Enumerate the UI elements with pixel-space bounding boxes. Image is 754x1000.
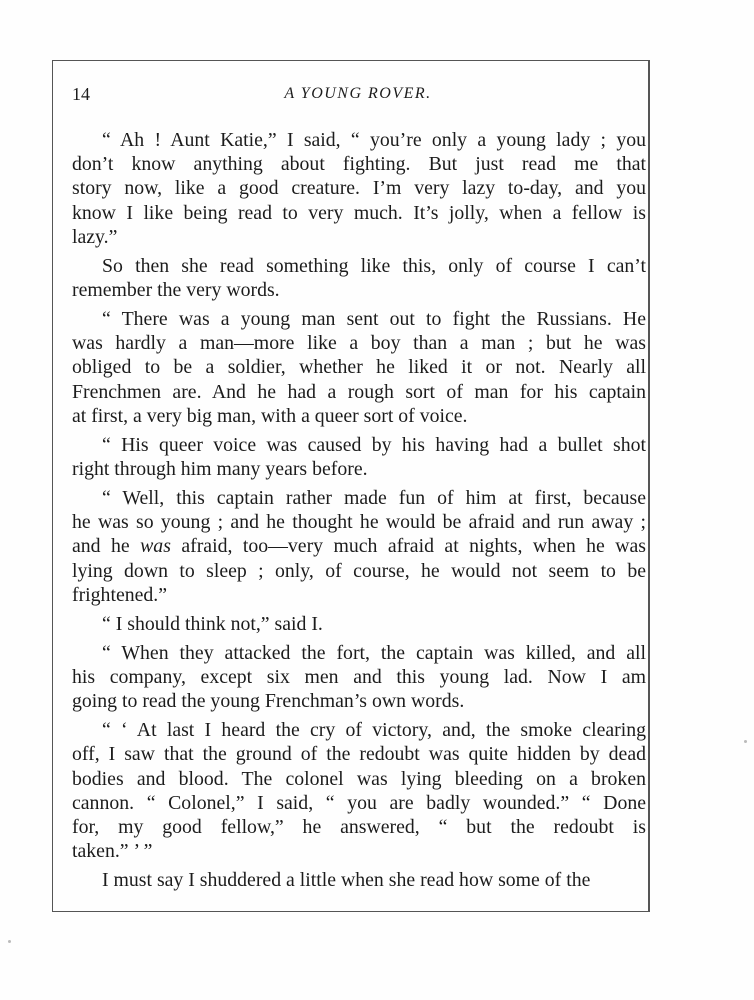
- text-line: lying down to sleep ; only, of course, he would not seem to be: [72, 559, 646, 582]
- text-line: don’t know anything about fighting. But just read me that: [72, 153, 646, 176]
- text-line: “ When they attacked the fort, the captain was killed, and all: [102, 641, 646, 664]
- text-line: cannon. “ Colonel,” I said, “ you are badly wounded.” “ Done: [72, 791, 646, 814]
- text-line: he was so young ; and he thought he would be afraid and run away ;: [72, 511, 646, 534]
- text-line: bodies and blood. The colonel was lying bleeding on a broken: [72, 767, 646, 790]
- text-line: story now, like a good creature. I’m very lazy to-day, and you: [72, 177, 646, 200]
- paragraph: [72, 254, 646, 302]
- paragraph: [72, 128, 646, 249]
- text-line: I must say I shuddered a little when she read how some of the: [102, 869, 591, 892]
- body-text: [72, 128, 646, 897]
- text-line: obliged to be a soldier, whether he liked it or not. Nearly all: [72, 356, 646, 379]
- text-line: “ There was a young man sent out to fight the Russians. He: [102, 308, 646, 331]
- paragraph: [72, 433, 646, 481]
- text-line: remember the very words.: [72, 279, 280, 302]
- text-line: going to read the young Frenchman’s own words.: [72, 690, 465, 713]
- page-number: 14: [72, 84, 90, 104]
- emphasis: was: [140, 535, 171, 558]
- running-head: A YOUNG ROVER.: [284, 85, 432, 102]
- page-header: [72, 84, 644, 110]
- text-line: for, my good fellow,” he answered, “ but the redoubt is: [72, 816, 646, 839]
- text-line: and he was afraid, too—very much afraid at nights, when he was: [72, 535, 647, 558]
- text-line: right through him many years before.: [72, 458, 368, 481]
- text-line: was hardly a man—more like a boy than a man ; but he was: [72, 332, 646, 355]
- paragraph: [72, 641, 646, 714]
- paragraph: [72, 307, 646, 428]
- text-line: “ I should think not,” said I.: [102, 612, 323, 635]
- paragraph: [72, 612, 646, 636]
- text-line: “ ‘ At last I heard the cry of victory, and, the smoke clearing: [102, 719, 646, 742]
- text-line: his company, except six men and this young lad. Now I am: [72, 666, 646, 689]
- text-line: taken.” ’ ”: [72, 840, 153, 863]
- text-line: “ Well, this captain rather made fun of him at first, because: [102, 487, 646, 510]
- text-line: know I like being read to very much. It’s jolly, when a fellow is: [72, 201, 646, 224]
- text-line: at first, a very big man, with a queer sort of voice.: [72, 404, 468, 427]
- paragraph: [72, 868, 646, 892]
- paper-speck: [8, 940, 11, 943]
- text-line: frightened.”: [72, 583, 168, 606]
- text-line: “ His queer voice was caused by his having had a bullet shot: [102, 433, 646, 456]
- text-line: “ Ah ! Aunt Katie,” I said, “ you’re only a young lady ; you: [102, 129, 646, 151]
- text-line: off, I saw that the ground of the redoubt was quite hidden by dead: [72, 743, 646, 766]
- text-line: lazy.”: [72, 225, 118, 248]
- paragraph: [72, 718, 646, 863]
- paragraph: [72, 486, 646, 607]
- paper-speck: [744, 740, 747, 743]
- text-line: Frenchmen are. And he had a rough sort of man for his captain: [72, 380, 646, 403]
- text-line: So then she read something like this, only of course I can’t: [102, 254, 646, 277]
